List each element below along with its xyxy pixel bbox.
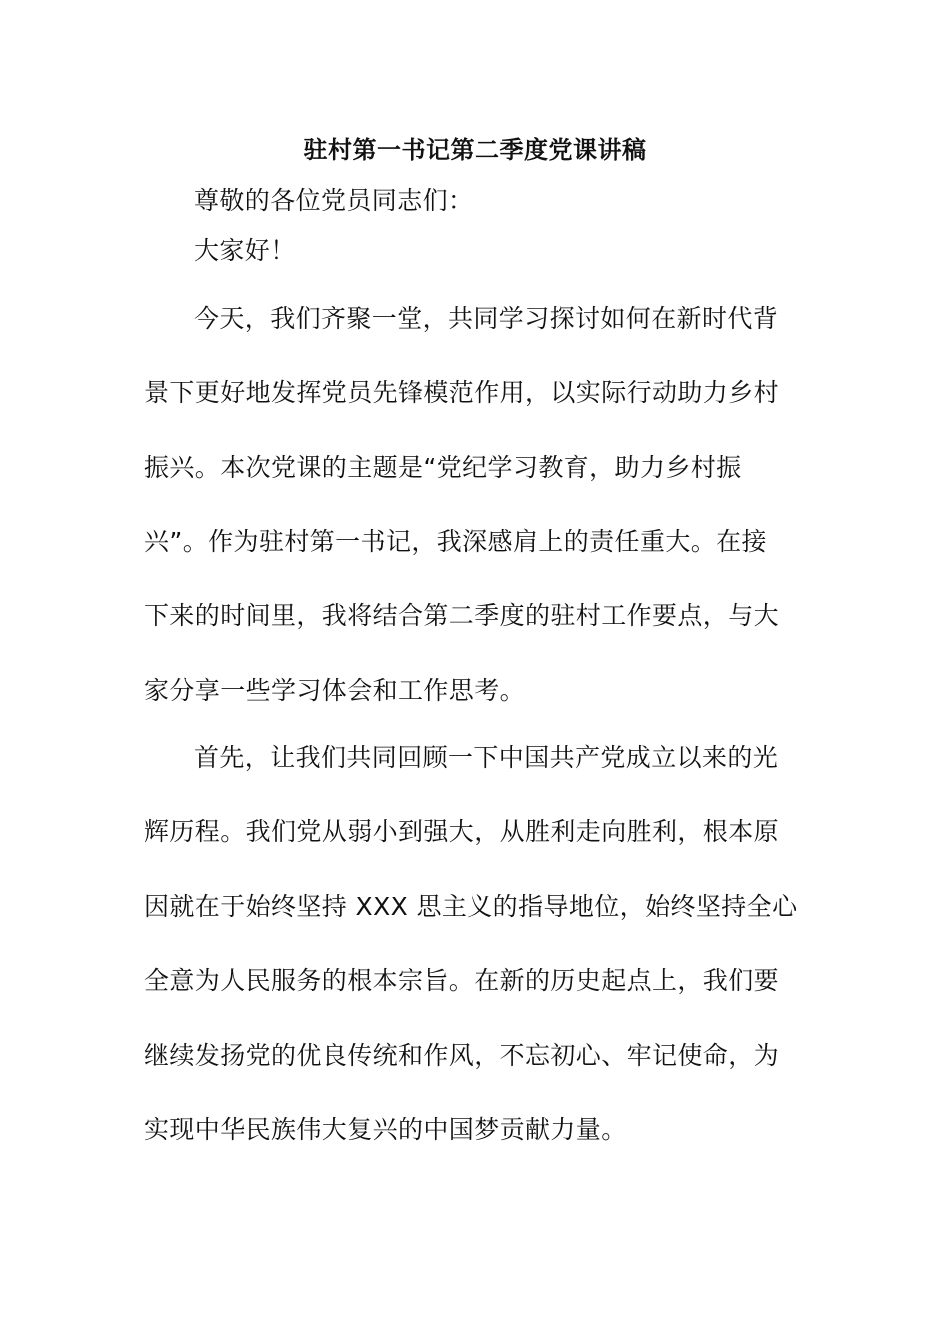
paragraph-line: 因就在于始终坚持 XXX 思主义的指导地位，始终坚持全心 <box>144 892 798 921</box>
document-title: 驻村第一书记第二季度党课讲稿 <box>303 136 647 164</box>
paragraph-line: 全意为人民服务的根本宗旨。在新的历史起点上，我们要 <box>144 966 780 995</box>
paragraph-line: 首先，让我们共同回顾一下中国共产党成立以来的光 <box>194 743 779 772</box>
greeting: 大家好！ <box>194 236 296 265</box>
paragraph-line: 辉历程。我们党从弱小到强大，从胜利走向胜利，根本原 <box>144 817 780 846</box>
paragraph-line: 实现中华民族伟大复兴的中国梦贡献力量。 <box>144 1115 627 1144</box>
paragraph-line: 下来的时间里，我将结合第二季度的驻村工作要点，与大 <box>144 601 780 630</box>
paragraph-line: 景下更好地发挥党员先锋模范作用，以实际行动助力乡村 <box>144 378 780 407</box>
paragraph-line: 继续发扬党的优良传统和作风，不忘初心、牢记使命，为 <box>144 1041 780 1070</box>
paragraph-line: 家分享一些学习体会和工作思考。 <box>144 676 526 705</box>
salutation: 尊敬的各位党员同志们： <box>194 186 474 215</box>
paragraph-line: 兴”。作为驻村第一书记，我深感肩上的责任重大。在接 <box>144 527 767 556</box>
paragraph-line: 今天，我们齐聚一堂，共同学习探讨如何在新时代背 <box>194 304 779 333</box>
paragraph-line: 振兴。本次党课的主题是“党纪学习教育，助力乡村振 <box>144 453 742 482</box>
